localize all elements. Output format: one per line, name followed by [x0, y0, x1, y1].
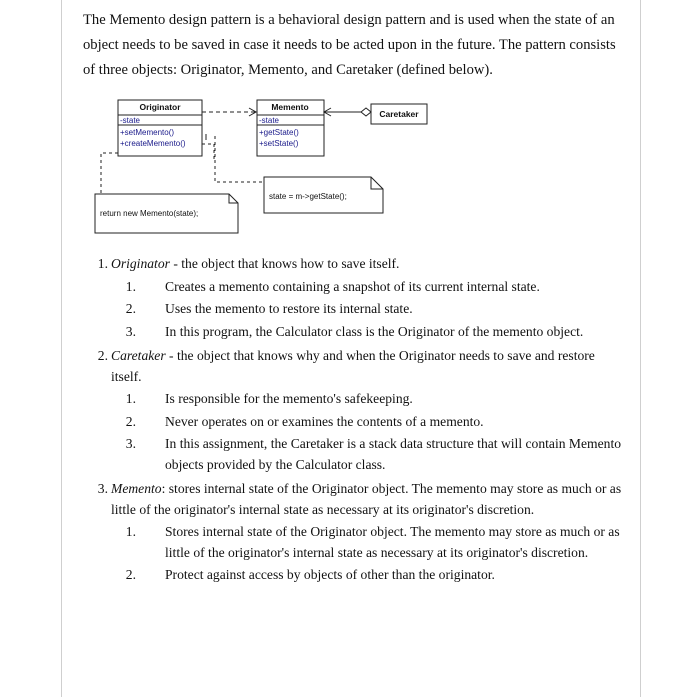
originator-name: Originator — [139, 102, 181, 112]
intro-paragraph: The Memento design pattern is a behavioral design pattern and is used when the state of an object needs to be saved in case it needs to be acted upon in the future. The pattern consists of three objects: Originator, Memento, and Caretaker (defined below). — [83, 12, 616, 78]
list-number: 2. — [97, 348, 108, 363]
list-item-originator — [80, 254, 625, 275]
sub-number: 1. — [125, 524, 136, 539]
list-number: 1. — [97, 256, 108, 271]
term-caretaker: Caretaker — [111, 348, 166, 363]
memento-attr: -state — [259, 116, 280, 125]
sub-text: Uses the memento to restore its internal state. — [165, 301, 413, 316]
sub-item — [80, 389, 625, 410]
definitions-list — [80, 254, 625, 586]
originator-attr: -state — [120, 116, 141, 125]
memento-class — [257, 100, 324, 156]
term-memento: Memento — [111, 481, 162, 496]
page-border-left — [61, 0, 62, 697]
originator-op: +setMemento() — [120, 128, 175, 137]
memento-op: +setState() — [259, 139, 299, 148]
memento-name: Memento — [271, 102, 309, 112]
memento-uml-diagram — [89, 98, 419, 238]
term-originator: Originator — [111, 256, 170, 271]
sub-number: 2. — [125, 567, 136, 582]
note-state-text: state = m->getState(); — [269, 192, 347, 201]
sub-text: Is responsible for the memento's safekeeping. — [165, 391, 413, 406]
originator-op: +createMemento() — [120, 139, 186, 148]
sub-item — [80, 565, 625, 586]
sub-number: 3. — [125, 323, 136, 339]
sub-item — [80, 434, 625, 475]
note-return-text: return new Memento(state); — [100, 209, 199, 218]
sub-number: 2. — [125, 301, 136, 316]
caretaker-class — [371, 104, 427, 124]
item-description: : stores internal state of the Originator object. The memento may store as much or as little of the originator's internal state as necessary at its originator's discretion. — [111, 481, 622, 517]
sub-number: 3. — [125, 436, 136, 451]
note-connector — [202, 144, 214, 160]
sub-text: In this program, the Calculator class is the Originator of the memento object. — [165, 323, 584, 339]
sub-item — [80, 522, 625, 563]
sub-text: In this assignment, the Caretaker is a stack data structure that will contain Memento objects provided by the Calculator class. — [165, 436, 622, 472]
list-item-memento — [80, 479, 625, 520]
sub-text: Never operates on or examines the contents of a memento. — [165, 413, 484, 429]
list-number: 3. — [97, 481, 108, 496]
page-border-right — [640, 0, 641, 697]
aggregation-diamond — [361, 108, 371, 116]
sub-text: Stores internal state of the Originator object. The memento may store as much or as little of the originator's internal state as necessary at its originator's discretion. — [165, 524, 620, 560]
sub-text: Protect against access by objects of other than the originator. — [165, 567, 495, 582]
sub-item — [80, 277, 625, 298]
list-item-caretaker — [80, 346, 625, 387]
sub-number: 1. — [125, 278, 136, 294]
sub-number: 1. — [125, 391, 136, 406]
item-description: - the object that knows why and when the Originator needs to save and restore itself. — [111, 348, 595, 384]
note-state — [264, 177, 383, 213]
originator-class — [118, 100, 202, 156]
item-description: - the object that knows how to save itself. — [169, 256, 400, 271]
sub-item — [80, 412, 625, 433]
sub-item — [80, 299, 625, 320]
sub-item — [80, 322, 625, 343]
sub-text: Creates a memento containing a snapshot of its current internal state. — [165, 278, 540, 294]
sub-number: 2. — [125, 413, 136, 429]
caretaker-name: Caretaker — [379, 109, 419, 119]
memento-op: +getState() — [259, 128, 299, 137]
note-return — [95, 194, 238, 233]
